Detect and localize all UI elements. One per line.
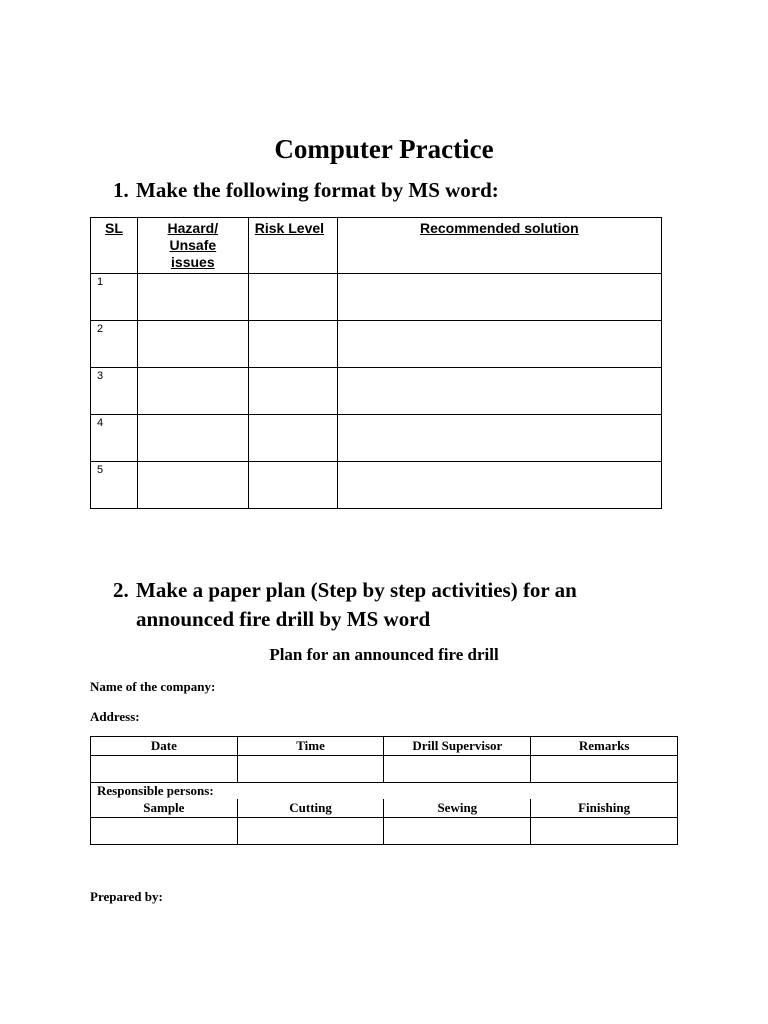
section-1-text: Make the following format by MS word:: [136, 178, 499, 202]
header-sample: Sample: [91, 799, 238, 818]
header-risk-level: Risk Level: [248, 218, 337, 274]
row-number: 4: [91, 415, 138, 462]
responsible-persons-row: [91, 783, 678, 800]
fire-drill-table: [90, 736, 678, 845]
header-sewing: Sewing: [384, 799, 531, 818]
table-row: [91, 818, 678, 845]
header-cutting: Cutting: [237, 799, 384, 818]
header-finishing: Finishing: [531, 799, 678, 818]
hazard-table: [90, 217, 662, 509]
responsible-persons-label: Responsible persons:: [91, 783, 678, 800]
header-recommended-solution: Recommended solution: [337, 218, 661, 274]
section-2-number: 2.: [113, 578, 129, 602]
company-label: Name of the company:: [90, 679, 216, 694]
header-drill-supervisor: Drill Supervisor: [384, 737, 531, 756]
table-row: [91, 321, 662, 368]
row-number: 1: [91, 274, 138, 321]
row-number: 2: [91, 321, 138, 368]
section-2-heading: [113, 576, 673, 634]
table-row: [91, 756, 678, 783]
row-number: 3: [91, 368, 138, 415]
page-title: Computer Practice: [274, 134, 494, 164]
plan-title: Plan for an announced fire drill: [269, 645, 499, 664]
prepared-by-label: Prepared by:: [90, 889, 163, 904]
address-label: Address:: [90, 709, 140, 724]
section-1-heading: [113, 176, 499, 205]
departments-header: [91, 799, 678, 818]
header-hazard: Hazard/ Unsafe issues: [137, 218, 248, 274]
table-row: [91, 274, 662, 321]
header-date: Date: [91, 737, 238, 756]
section-1-number: 1.: [113, 178, 129, 202]
table-row: [91, 368, 662, 415]
drill-table-header: [91, 737, 678, 756]
section-2-text-line1: Make a paper plan (Step by step activities) for an: [136, 578, 577, 602]
table-row: [91, 462, 662, 509]
header-time: Time: [237, 737, 384, 756]
header-sl: SL: [91, 218, 138, 274]
table-row: [91, 415, 662, 462]
header-remarks: Remarks: [531, 737, 678, 756]
section-2-text-line2: announced fire drill by MS word: [136, 607, 431, 631]
row-number: 5: [91, 462, 138, 509]
hazard-table-header: [91, 218, 662, 274]
